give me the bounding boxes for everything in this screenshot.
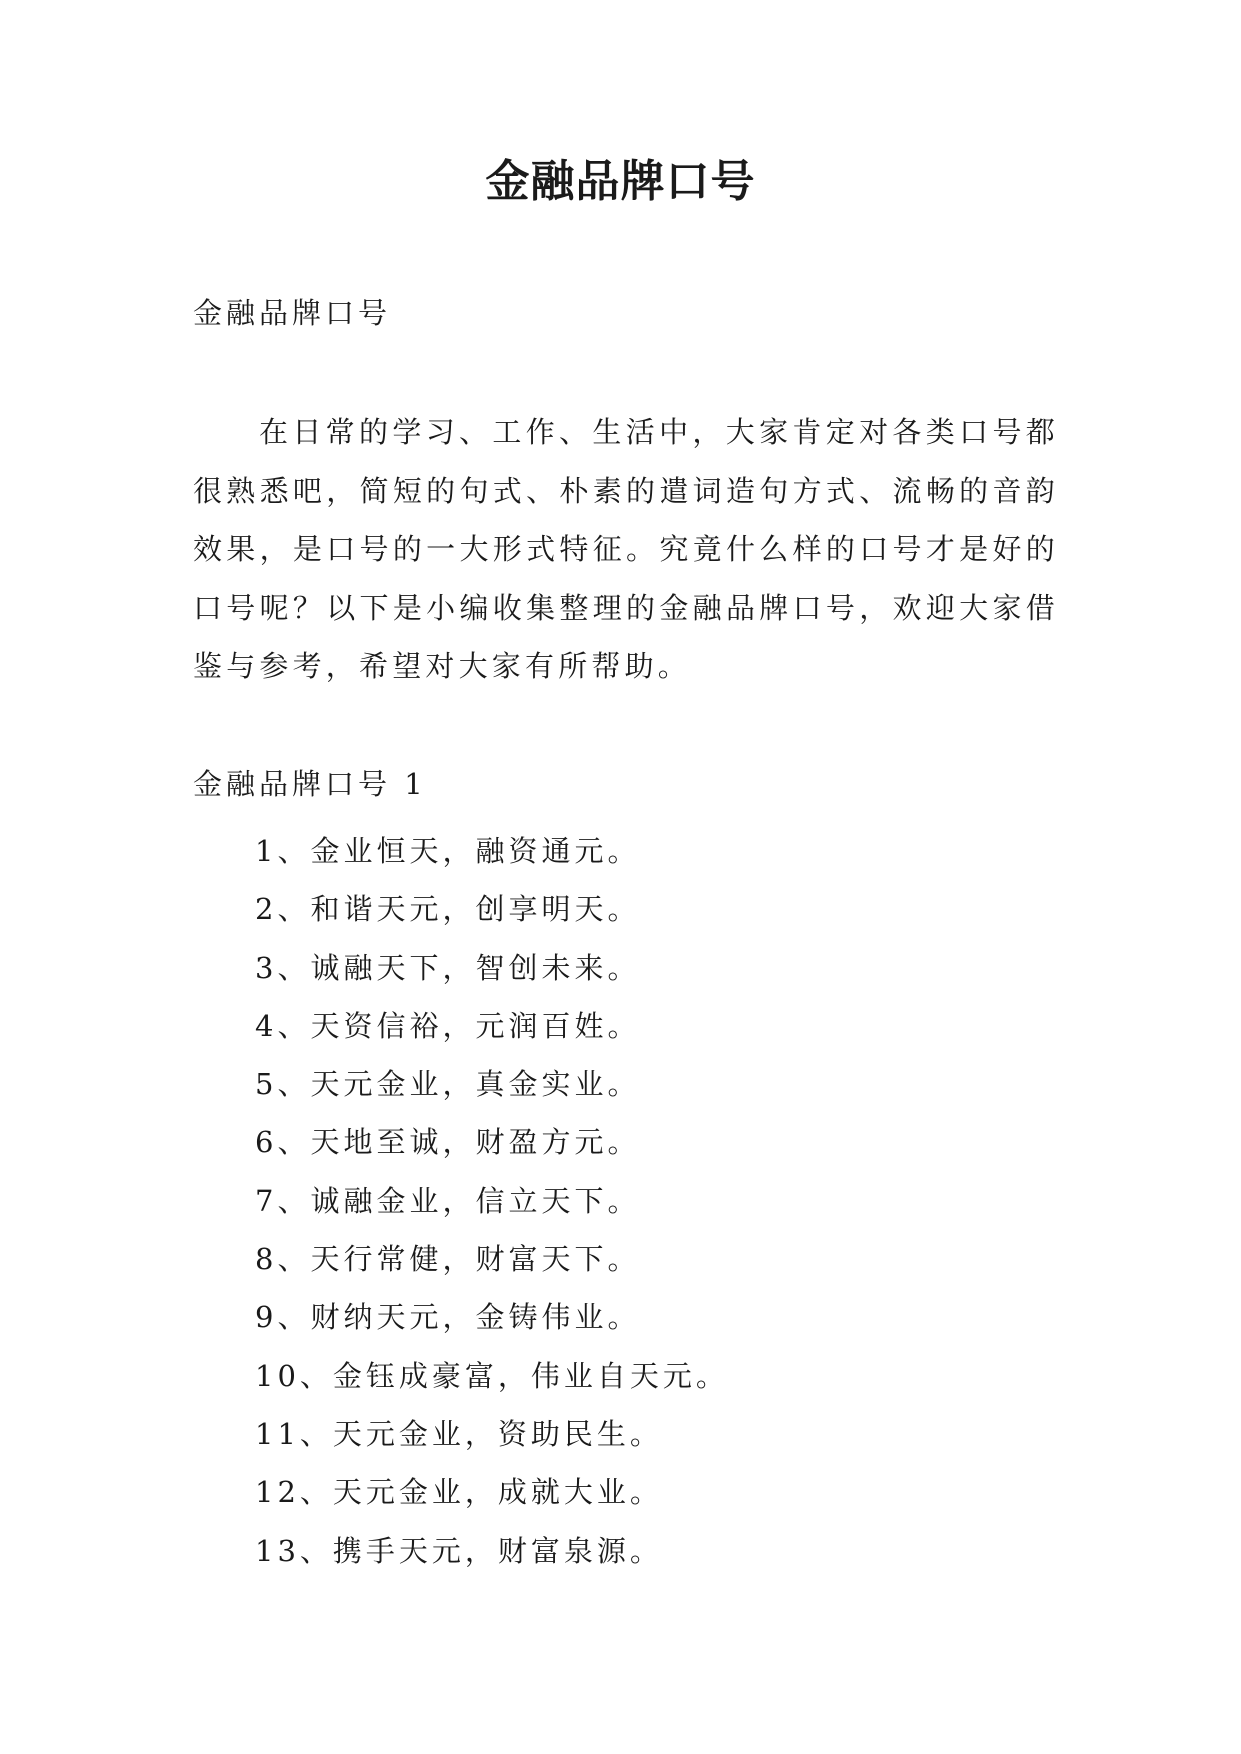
- slogan-item: 1、金业恒天，融资通元。: [255, 834, 641, 868]
- slogan-item: 6、天地至诚，财盈方元。: [255, 1125, 641, 1160]
- slogan-item: 8、天行常健，财富天下。: [255, 1242, 641, 1277]
- slogan-item: 10、金钰成豪富，伟业自天元。: [255, 1358, 729, 1393]
- section-heading: 金融品牌口号 1: [193, 767, 427, 801]
- slogan-list: [255, 822, 729, 1580]
- slogan-item: 5、天元金业，真金实业。: [255, 1067, 641, 1102]
- slogan-item: 2、和谐天元，创享明天。: [255, 892, 641, 927]
- slogan-item: 4、天资信裕，元润百姓。: [255, 1008, 641, 1043]
- slogan-item: 13、携手天元，财富泉源。: [255, 1533, 663, 1568]
- document-subtitle: 金融品牌口号: [193, 296, 392, 330]
- document-title: 金融品牌口号: [485, 156, 756, 207]
- slogan-item: 7、诚融金业，信立天下。: [255, 1183, 641, 1218]
- slogan-item: 9、财纳天元，金铸伟业。: [255, 1300, 641, 1335]
- slogan-item: 11、天元金业，资助民生。: [255, 1416, 663, 1451]
- slogan-item: 12、天元金业，成就大业。: [255, 1475, 663, 1510]
- intro-paragraph: 在日常的学习、工作、生活中，大家肯定对各类口号都很熟悉吧，简短的句式、朴素的遣词造句方式、流畅的音韵效果，是口号的一大形式特征。究竟什么样的口号才是好的口号呢？以下是小编收集整理的金融品牌口号，欢迎大家借鉴与参考，希望对大家有所帮助。: [193, 415, 1059, 684]
- slogan-item: 3、诚融天下，智创未来。: [255, 950, 641, 985]
